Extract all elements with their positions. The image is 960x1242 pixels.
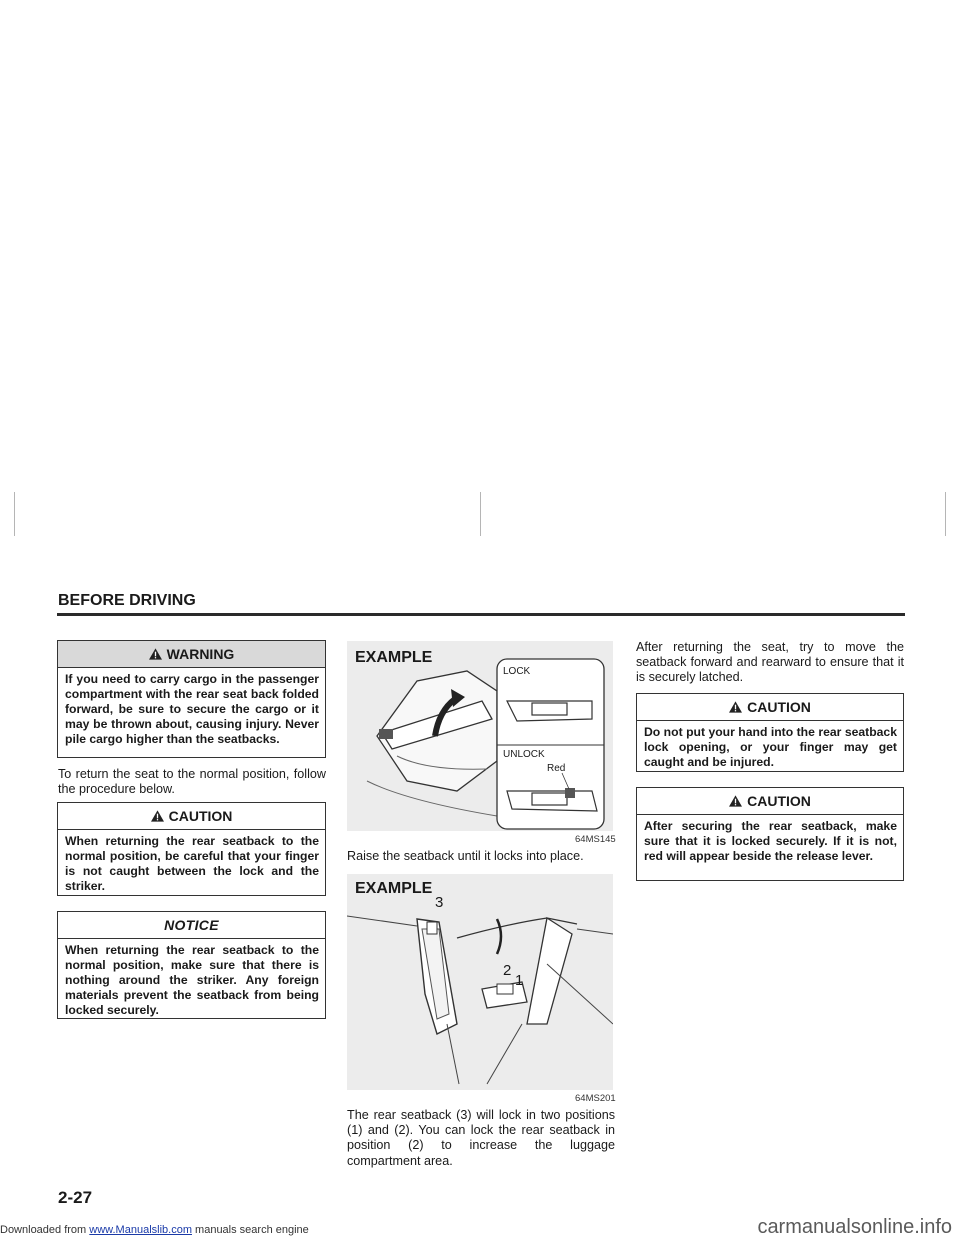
crop-mark bbox=[945, 492, 946, 536]
watermark: carmanualsonline.info bbox=[757, 1216, 952, 1238]
caution-header bbox=[637, 694, 903, 721]
red-label: Red bbox=[547, 763, 566, 774]
caution-box bbox=[636, 787, 904, 881]
intro-paragraph: To return the seat to the normal position, follow the procedure below. bbox=[58, 767, 326, 797]
warning-triangle-icon bbox=[729, 795, 742, 807]
warning-header bbox=[58, 641, 325, 668]
figure-seatback-lock bbox=[347, 641, 613, 831]
warning-box bbox=[57, 640, 326, 758]
unlock-label: UNLOCK bbox=[503, 749, 545, 760]
number-1-label: 1 bbox=[515, 972, 524, 989]
section-title: BEFORE DRIVING bbox=[58, 592, 196, 609]
download-footer bbox=[0, 1224, 309, 1236]
notice-box bbox=[57, 911, 326, 1019]
figure-code: 64MS201 bbox=[575, 1093, 616, 1104]
footer-prefix: Downloaded from bbox=[0, 1224, 90, 1236]
warning-triangle-icon bbox=[729, 701, 742, 713]
caution-body: After securing the rear seatback, make sure that it is locked securely. If it is not, red will appear beside the release lever. bbox=[644, 819, 897, 864]
warning-triangle-icon bbox=[149, 648, 162, 660]
lock-positions-illustration bbox=[347, 874, 613, 1090]
caution-box bbox=[636, 693, 904, 772]
caution-title: CAUTION bbox=[168, 808, 233, 824]
footer-suffix: manuals search engine bbox=[191, 1224, 309, 1236]
warning-triangle-icon bbox=[151, 810, 164, 822]
caution-header bbox=[637, 788, 903, 815]
notice-header bbox=[58, 912, 325, 939]
positions-paragraph: The rear seatback (3) will lock in two positions (1) and (2). You can lock the rear seatback in position (2) to increase the luggage compartment area. bbox=[347, 1108, 615, 1168]
after-paragraph: After returning the seat, try to move the seatback forward and rearward to ensure that it is securely latched. bbox=[636, 640, 904, 685]
page-number: 2-27 bbox=[58, 1188, 93, 1207]
seatback-lock-illustration bbox=[347, 641, 613, 831]
caution-title: CAUTION bbox=[747, 793, 811, 809]
figure-lock-positions bbox=[347, 874, 613, 1090]
lock-label: LOCK bbox=[503, 666, 531, 677]
crop-mark bbox=[14, 492, 15, 536]
figure-label: EXAMPLE bbox=[355, 649, 433, 666]
caution-title: CAUTION bbox=[747, 699, 811, 715]
caution-body: When returning the rear seatback to the normal position, be careful that your finger is not caught between the lock and the striker. bbox=[65, 834, 319, 894]
crop-mark bbox=[480, 492, 481, 536]
raise-paragraph: Raise the seatback until it locks into place. bbox=[347, 849, 584, 863]
caution-header bbox=[58, 803, 325, 830]
warning-body: If you need to carry cargo in the passenger compartment with the rear seat back folded forward, be sure to secure the cargo or it may be thrown about, causing injury. Never pile cargo higher than the seatbacks. bbox=[65, 672, 319, 747]
figure-code: 64MS145 bbox=[575, 834, 616, 845]
notice-body: When returning the rear seatback to the normal position, make sure that there is nothing around the striker. Any foreign materials prevent the seatback from being locked securely. bbox=[65, 943, 319, 1018]
figure-label: EXAMPLE bbox=[355, 880, 433, 897]
caution-box bbox=[57, 802, 326, 896]
warning-title: WARNING bbox=[166, 646, 235, 662]
number-2-label: 2 bbox=[503, 962, 512, 979]
section-rule bbox=[57, 613, 905, 616]
manualslib-link[interactable]: www.Manualslib.com bbox=[89, 1224, 192, 1236]
number-3-label: 3 bbox=[435, 894, 444, 911]
notice-title: NOTICE bbox=[164, 917, 219, 933]
caution-body: Do not put your hand into the rear seatback lock opening, or your finger may get caught and be injured. bbox=[644, 725, 897, 770]
